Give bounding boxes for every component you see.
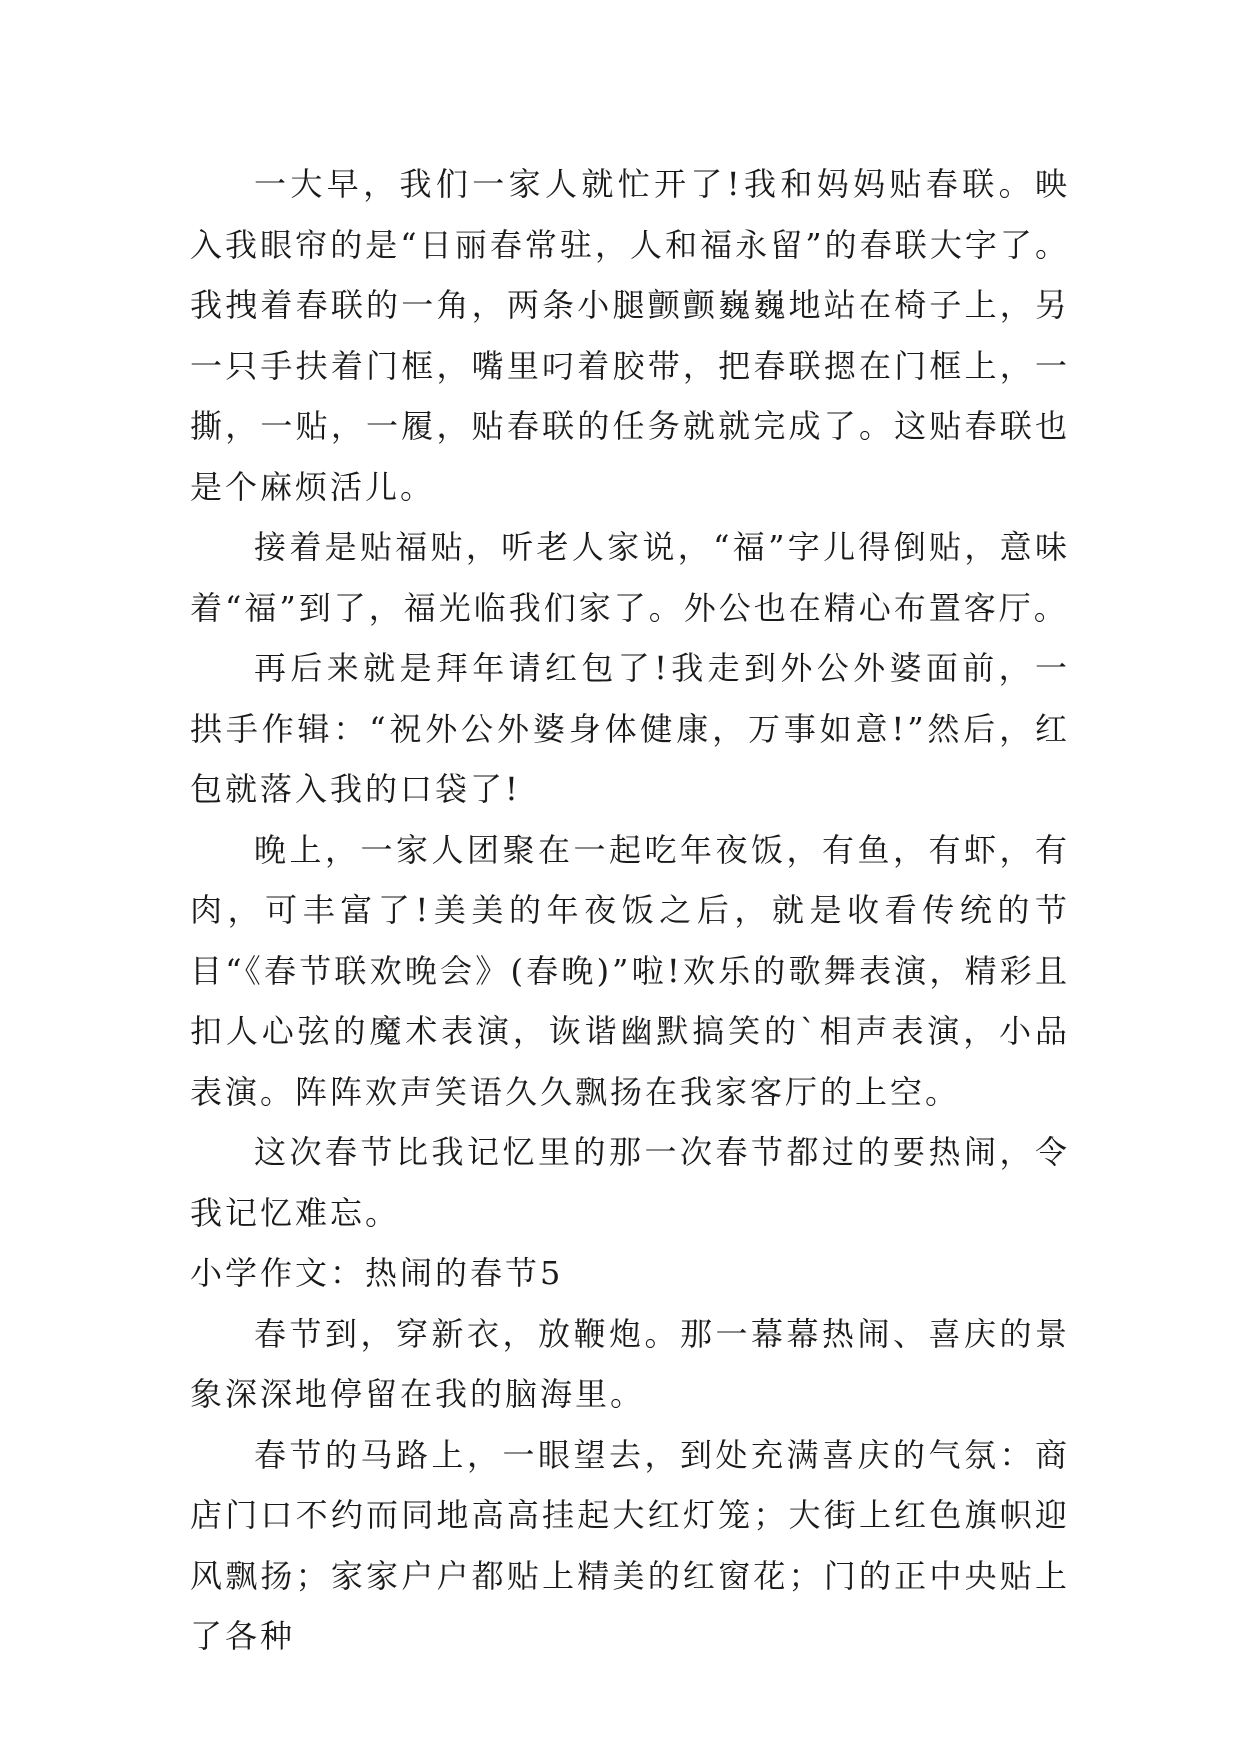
paragraph: 春节到，穿新衣，放鞭炮。那一幕幕热闹、喜庆的景象深深地停留在我的脑海里。: [190, 1314, 1070, 1413]
essay-body: [190, 154, 1070, 1667]
paragraph: 晚上，一家人团聚在一起吃年夜饭，有鱼，有虾，有肉，可丰富了!美美的年夜饭之后，就是收看传统的节目“《春节联欢晚会》(春晚)”啦!欢乐的歌舞表演，精彩且扣人心弦的魔术表演，诙谐幽默搞笑的`相声表演，小品表演。阵阵欢声笑语久久飘扬在我家客厅的上空。: [190, 830, 1070, 1111]
paragraph: 接着是贴福贴，听老人家说，“福”字儿得倒贴，意味着“福”到了，福光临我们家了。外公也在精心布置客厅。: [190, 528, 1070, 627]
paragraph: 春节的马路上，一眼望去，到处充满喜庆的气氛：商店门口不约而同地高高挂起大红灯笼；大街上红色旗帜迎风飘扬；家家户户都贴上精美的红窗花；门的正中央贴上了各种: [190, 1435, 1070, 1655]
paragraph: 再后来就是拜年请红包了!我走到外公外婆面前，一拱手作辑：“祝外公外婆身体健康，万事如意!”然后，红包就落入我的口袋了!: [190, 649, 1070, 808]
paragraph: 这次春节比我记忆里的那一次春节都过的要热闹，令我记忆难忘。: [190, 1133, 1070, 1232]
section-heading: 小学作文：热闹的春节5: [190, 1254, 564, 1292]
paragraph: 一大早，我们一家人就忙开了!我和妈妈贴春联。映入我眼帘的是“日丽春常驻，人和福永留”的春联大字了。我拽着春联的一角，两条小腿颤颤巍巍地站在椅子上，另一只手扶着门框，嘴里叼着胶带，把春联摁在门框上，一撕，一贴，一履，贴春联的任务就就完成了。这贴春联也是个麻烦活儿。: [190, 165, 1070, 506]
